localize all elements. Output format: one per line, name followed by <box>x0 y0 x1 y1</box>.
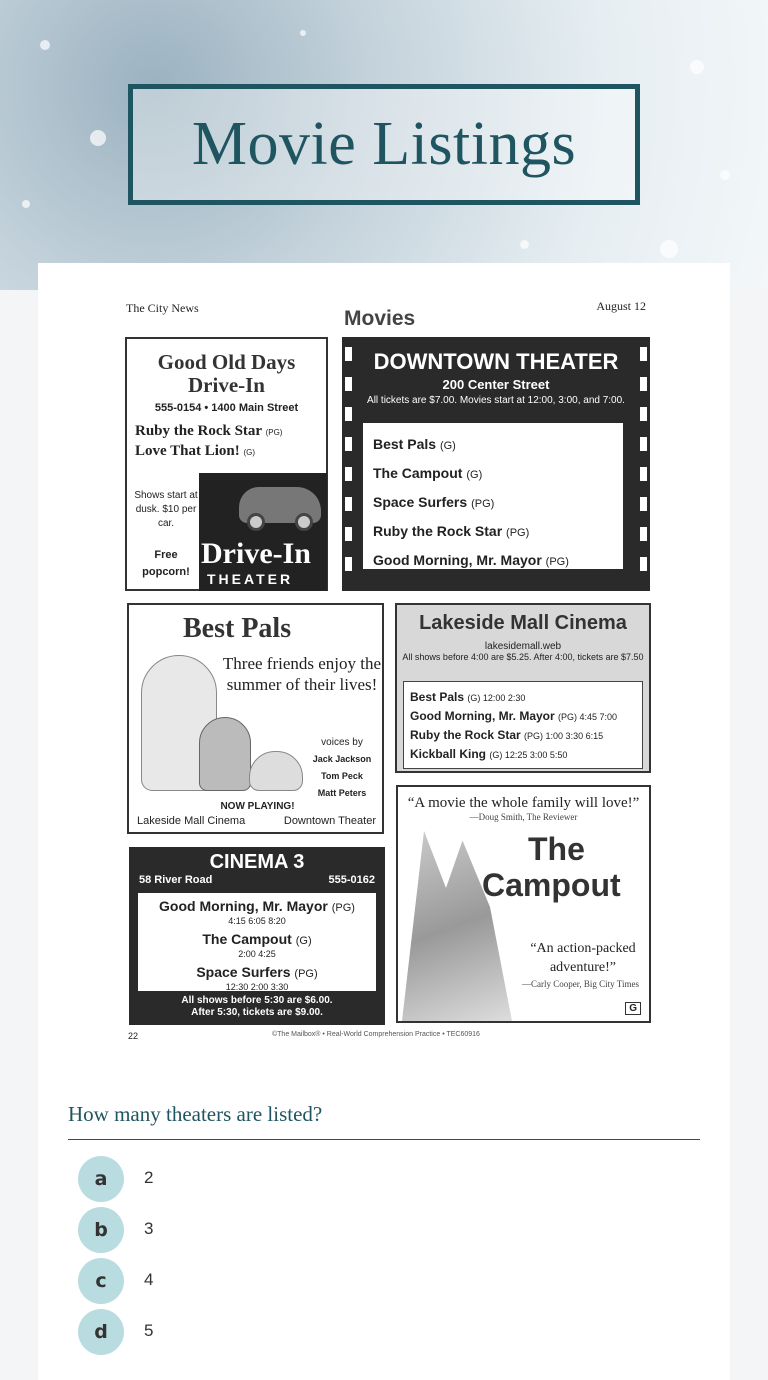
list-item: Best Pals (G) <box>373 436 456 452</box>
list-item: Ruby the Rock Star (PG) 1:00 3:30 6:15 <box>410 728 604 742</box>
drive-in-ad <box>125 337 328 591</box>
cat-illustration <box>199 717 251 791</box>
drive-in-address: 555-0154 • 1400 Main Street <box>154 402 299 414</box>
campout-title: Campout <box>482 867 621 903</box>
cinema3-film-list: Good Morning, Mr. Mayor (PG) 4:15 6:05 8:20 The Campout (G) 2:00 4:25 Space Surfers (PG) 12:30 2:00 3:30 <box>138 893 376 991</box>
list-item: Best Pals (G) 12:00 2:30 <box>410 690 526 704</box>
option-letter-badge[interactable]: a <box>78 1156 124 1202</box>
newspaper-name: The City News <box>126 301 199 315</box>
downtown-film-list <box>363 423 623 569</box>
cinema3-name: CINEMA 3 <box>209 851 305 873</box>
option-label[interactable]: 4 <box>144 1270 154 1289</box>
list-item: Ruby the Rock Star (PG) <box>135 423 283 439</box>
drive-in-name: Good Old Days Drive-In <box>157 350 296 397</box>
best-pals-location: Downtown Theater <box>283 815 376 827</box>
option-label[interactable]: 2 <box>144 1168 154 1187</box>
downtown-note: All tickets are $7.00. Movies start at 12:00, 3:00, and 7:00. <box>367 395 625 406</box>
best-pals-location: Lakeside Mall Cinema <box>137 815 246 827</box>
rabbit-illustration <box>249 751 303 791</box>
list-item: Love That Lion! (G) <box>135 443 256 459</box>
issue-date: August 12 <box>596 299 646 313</box>
campout-quote: “A movie the whole family will love!” <box>407 795 640 811</box>
section-title: Movies <box>344 307 416 330</box>
lakeside-name: Lakeside Mall Cinema <box>419 612 627 634</box>
credit-line: ©The Mailbox® • Real-World Comprehension Practice • TEC60916 <box>272 1031 480 1038</box>
page-number: 22 <box>128 1031 139 1041</box>
campout-ad <box>396 785 651 1023</box>
campout-quote-author: —Carly Cooper, Big City Times <box>522 979 639 989</box>
best-pals-ad <box>127 603 384 834</box>
best-pals-voices: voices by Jack Jackson Tom Peck Matt Peters <box>312 737 372 798</box>
list-item: The Campout (G) <box>373 465 483 481</box>
lakeside-note: All shows before 4:00 are $5.25. After 4:00, tickets are $7.50 <box>402 652 644 662</box>
cinema3-phone: 555-0162 <box>328 874 375 886</box>
cinema3-pricing: All shows before 5:30 are $6.00. After 5:30, tickets are $9.00. <box>181 995 333 1018</box>
page-title: Movie Listings <box>191 110 577 178</box>
list-item: Kickball King (G) 12:25 3:00 5:50 <box>410 747 568 761</box>
option-label[interactable]: 3 <box>144 1219 154 1238</box>
lakeside-film-list <box>403 681 643 769</box>
question-text: How many theaters are listed? <box>68 1102 700 1140</box>
downtown-theater-ad <box>342 337 650 591</box>
title-box <box>128 84 640 205</box>
list-item: Good Morning, Mr. Mayor (PG) <box>373 552 569 568</box>
downtown-name: DOWNTOWN THEATER <box>373 349 619 374</box>
list-item: Space Surfers (PG) <box>373 494 495 510</box>
drive-in-note: Shows start at dusk. $10 per car. <box>134 490 198 529</box>
option-letter-badge[interactable]: d <box>78 1309 124 1355</box>
list-item: The Campout (G) <box>202 931 312 947</box>
answer-option-c[interactable] <box>78 1258 678 1304</box>
list-item: Ruby the Rock Star (PG) <box>373 523 530 539</box>
best-pals-title: Best Pals <box>183 613 292 644</box>
drive-in-logo: Drive-In THEATER <box>199 473 327 591</box>
header-banner <box>0 0 768 290</box>
lakeside-mall-cinema-ad <box>395 603 651 773</box>
rating-badge: G <box>625 1002 641 1015</box>
now-playing: NOW PLAYING! <box>220 801 295 812</box>
lakeside-web: lakesidemall.web <box>484 641 562 652</box>
cinema-3-ad <box>129 847 385 1025</box>
answer-option-d[interactable] <box>78 1309 678 1355</box>
drive-in-popcorn: Free popcorn! <box>142 549 190 578</box>
option-letter-badge[interactable]: c <box>78 1258 124 1304</box>
answer-option-b[interactable] <box>78 1207 678 1253</box>
movie-ad-image <box>120 291 652 1047</box>
downtown-address: 200 Center Street <box>442 377 550 392</box>
answer-option-a[interactable] <box>78 1156 678 1202</box>
cinema3-address: 58 River Road <box>139 874 213 886</box>
campout-quote: “An action-packed adventure!” <box>530 941 636 975</box>
list-item: Space Surfers (PG) <box>196 964 318 980</box>
option-letter-badge[interactable]: b <box>78 1207 124 1253</box>
list-item: Good Morning, Mr. Mayor (PG) <box>159 898 355 914</box>
campout-quote-author: —Doug Smith, The Reviewer <box>469 812 578 822</box>
campers-illustration <box>402 831 512 1021</box>
campout-title: The <box>528 831 585 867</box>
best-pals-tagline: Three friends enjoy the summer of their lives! <box>222 654 382 694</box>
option-label[interactable]: 5 <box>144 1321 154 1340</box>
list-item: Good Morning, Mr. Mayor (PG) 4:45 7:00 <box>410 709 618 723</box>
